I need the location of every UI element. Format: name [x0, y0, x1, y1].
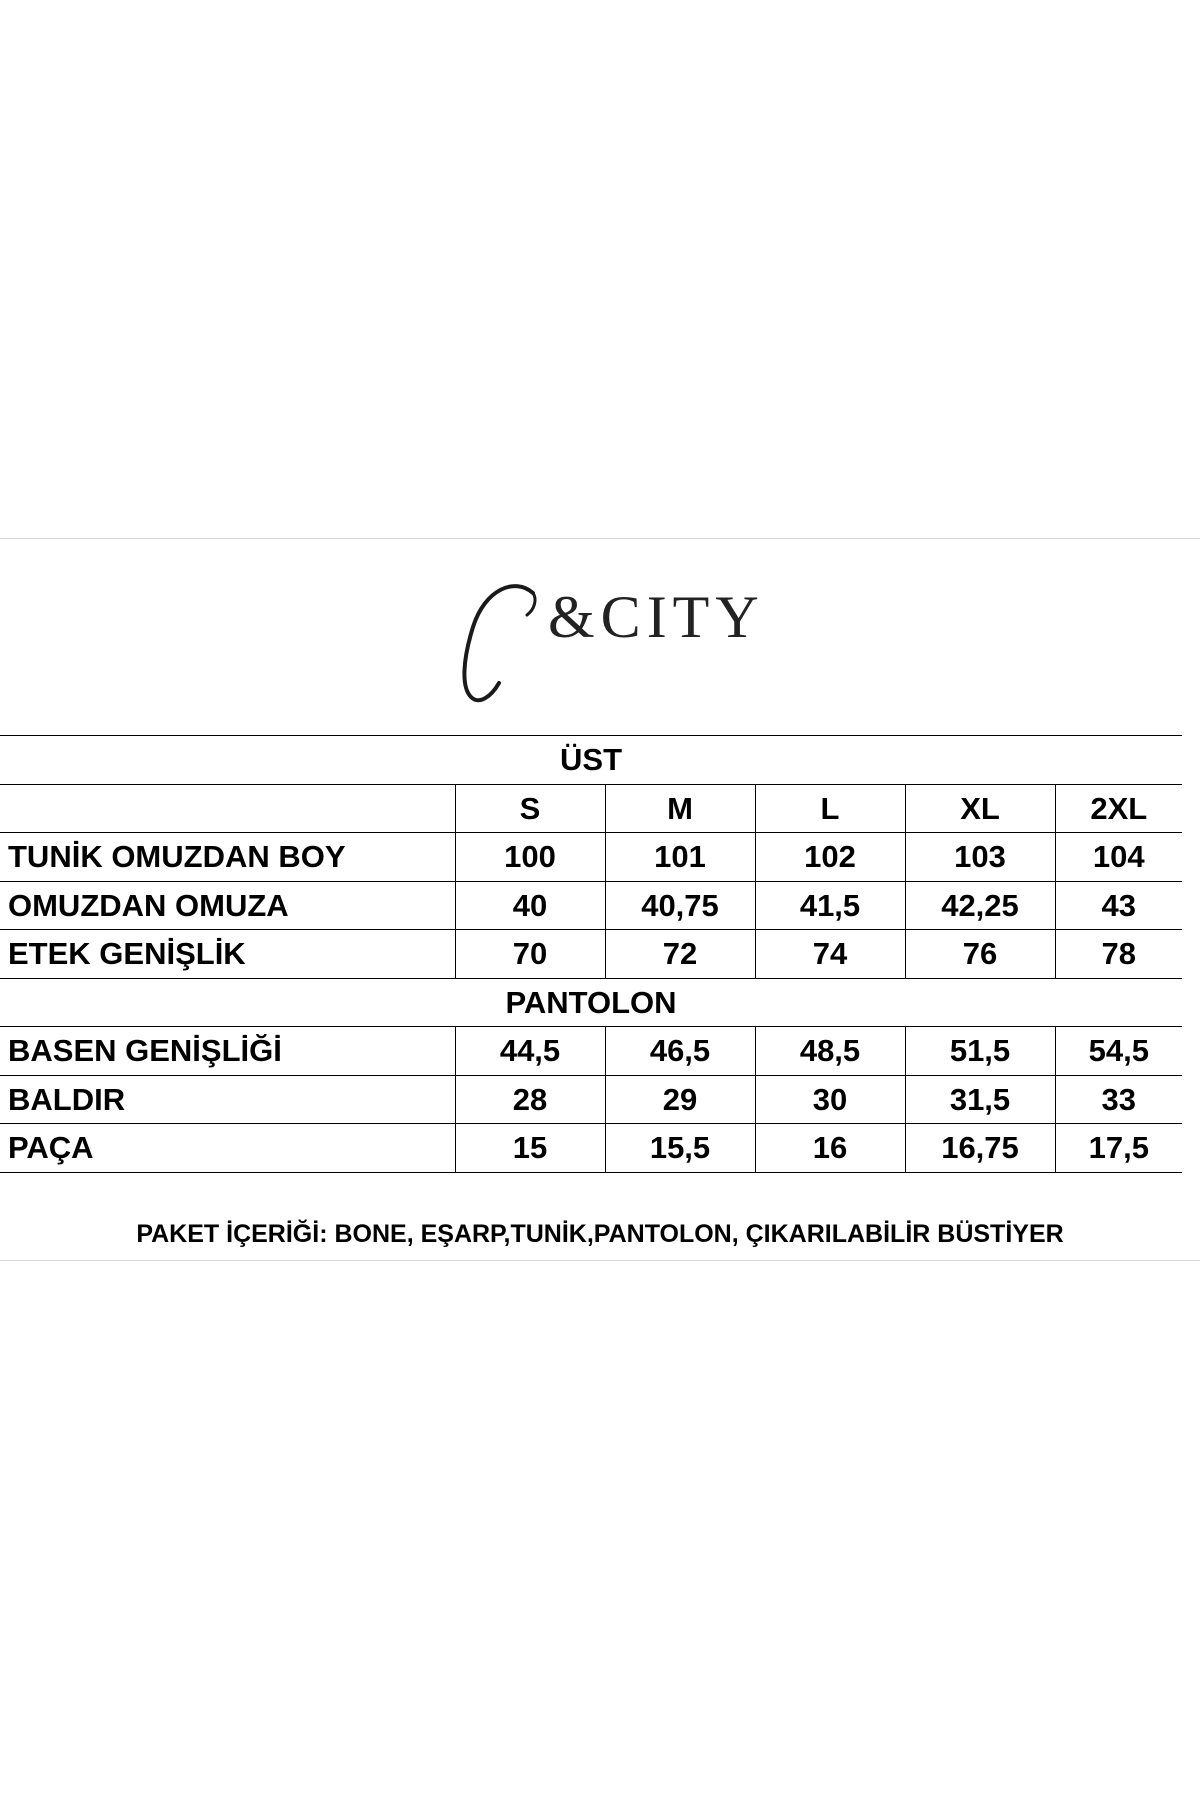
- package-contents-note: PAKET İÇERİĞİ: BONE, EŞARP,TUNİK,PANTOLON, ÇIKARILABİLİR BÜSTİYER: [136, 1220, 1064, 1248]
- table-cell: 29: [605, 1075, 755, 1124]
- table-cell: 48,5: [755, 1027, 905, 1076]
- size-header: 2XL: [1055, 784, 1182, 833]
- table-row: [0, 1124, 1182, 1173]
- row-label: ETEK GENİŞLİK: [0, 930, 455, 979]
- table-cell: 42,25: [905, 881, 1055, 930]
- table-cell: 76: [905, 930, 1055, 979]
- table-cell: 33: [1055, 1075, 1182, 1124]
- size-chart-card: [0, 538, 1200, 1261]
- table-row: [0, 930, 1182, 979]
- table-cell: 72: [605, 930, 755, 979]
- table-cell: 70: [455, 930, 605, 979]
- blank-header-cell: [0, 784, 455, 833]
- section-title-bottom: PANTOLON: [0, 978, 1182, 1027]
- table-cell: 16,75: [905, 1124, 1055, 1173]
- table-cell: 41,5: [755, 881, 905, 930]
- row-label: TUNİK OMUZDAN BOY: [0, 833, 455, 882]
- table-row: [0, 1075, 1182, 1124]
- size-header: XL: [905, 784, 1055, 833]
- table-cell: 28: [455, 1075, 605, 1124]
- table-cell: 74: [755, 930, 905, 979]
- row-label: PAÇA: [0, 1124, 455, 1173]
- table-cell: 15,5: [605, 1124, 755, 1173]
- table-cell: 46,5: [605, 1027, 755, 1076]
- table-row: [0, 833, 1182, 882]
- row-label: BASEN GENİŞLİĞİ: [0, 1027, 455, 1076]
- brand-logo: [0, 539, 1200, 735]
- table-cell: 54,5: [1055, 1027, 1182, 1076]
- section-header-row: [0, 978, 1182, 1027]
- row-label: BALDIR: [0, 1075, 455, 1124]
- size-header: L: [755, 784, 905, 833]
- table-cell: 51,5: [905, 1027, 1055, 1076]
- script-c-logo-mark: [455, 579, 545, 709]
- table-cell: 44,5: [455, 1027, 605, 1076]
- table-cell: 103: [905, 833, 1055, 882]
- table-cell: 43: [1055, 881, 1182, 930]
- table-cell: 16: [755, 1124, 905, 1173]
- brand-wordmark: &CITY: [548, 584, 765, 650]
- table-cell: 104: [1055, 833, 1182, 882]
- section-header-row: [0, 736, 1182, 785]
- size-header: M: [605, 784, 755, 833]
- table-cell: 101: [605, 833, 755, 882]
- table-cell: 40,75: [605, 881, 755, 930]
- table-row: [0, 881, 1182, 930]
- section-title-top: ÜST: [0, 736, 1182, 785]
- table-cell: 30: [755, 1075, 905, 1124]
- size-header-row: [0, 784, 1182, 833]
- size-header: S: [455, 784, 605, 833]
- table-cell: 17,5: [1055, 1124, 1182, 1173]
- size-table: [0, 735, 1182, 1173]
- table-cell: 31,5: [905, 1075, 1055, 1124]
- table-row: [0, 1027, 1182, 1076]
- row-label: OMUZDAN OMUZA: [0, 881, 455, 930]
- table-cell: 100: [455, 833, 605, 882]
- table-cell: 102: [755, 833, 905, 882]
- table-cell: 40: [455, 881, 605, 930]
- table-cell: 78: [1055, 930, 1182, 979]
- table-cell: 15: [455, 1124, 605, 1173]
